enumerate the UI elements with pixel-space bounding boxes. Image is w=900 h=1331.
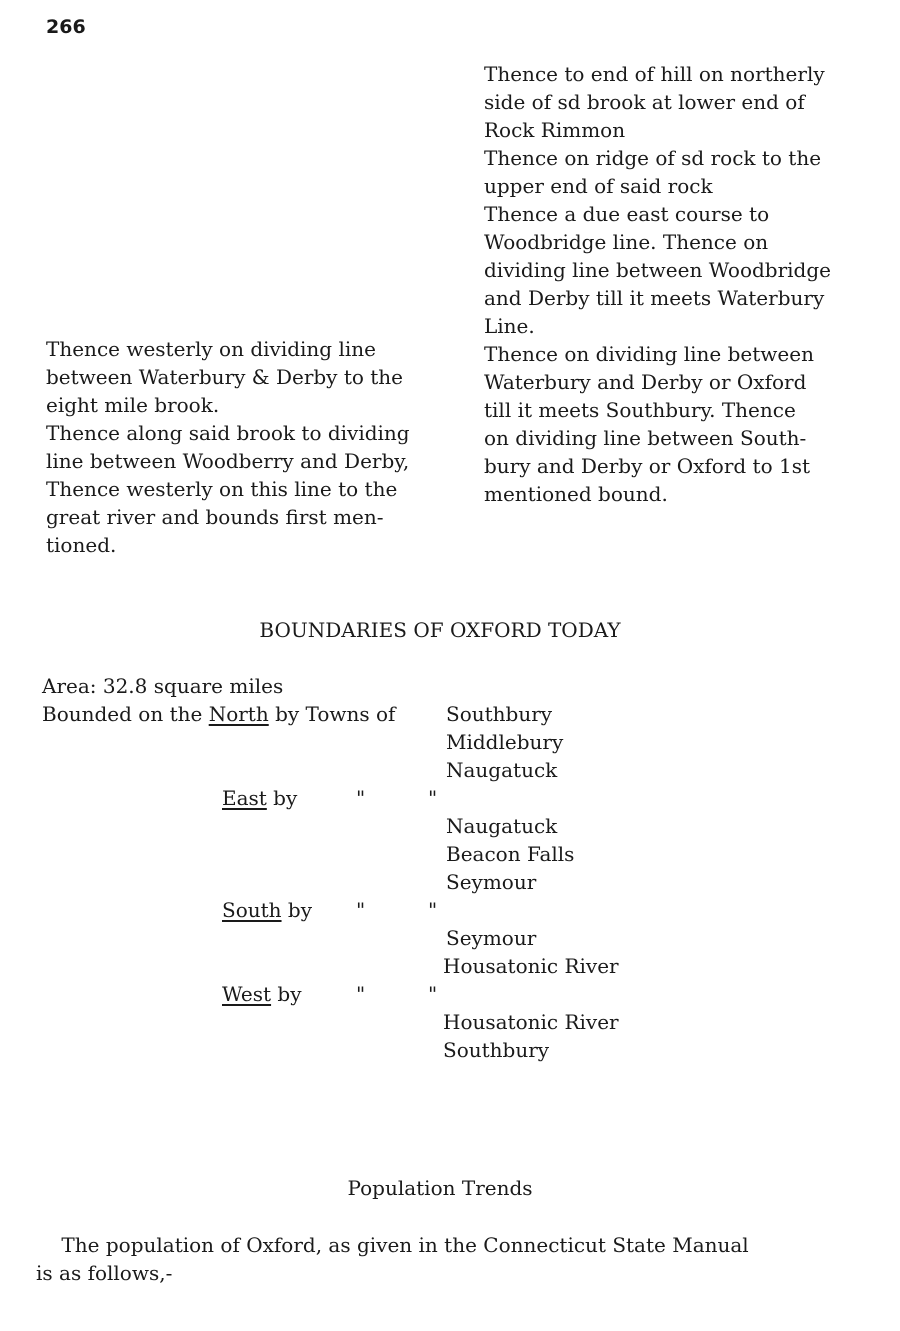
ditto-mark: " — [428, 898, 438, 922]
direction-north: North — [208, 702, 269, 726]
text-line: great river and bounds first men- — [46, 505, 384, 529]
text-line: Thence westerly on dividing line — [46, 337, 376, 361]
text-line: Line. — [484, 314, 535, 338]
by-label: by — [281, 898, 313, 922]
ditto-mark: " — [356, 786, 366, 810]
direction-east: East — [222, 786, 267, 810]
right-column — [484, 60, 831, 508]
direction-south-row — [222, 898, 312, 922]
town-south-1: Seymour — [446, 926, 537, 950]
ditto-mark: " — [356, 982, 366, 1006]
text-line: eight mile brook. — [46, 393, 220, 417]
town-west-1: Housatonic River — [443, 1010, 619, 1034]
ditto-mark: " — [428, 982, 438, 1006]
direction-west: West — [222, 982, 272, 1006]
text-line: Thence a due east course to — [484, 202, 770, 226]
page-number: 266 — [46, 16, 86, 38]
text-line: upper end of said rock — [484, 174, 713, 198]
population-heading: Population Trends — [347, 1176, 533, 1200]
area-line: Area: 32.8 square miles — [42, 674, 284, 698]
town-south-2: Housatonic River — [443, 954, 619, 978]
text-line: till it meets Southbury. Thence — [484, 398, 796, 422]
town-north-3: Naugatuck — [446, 758, 558, 782]
bounded-line — [42, 702, 395, 726]
town-north-1: Southbury — [446, 702, 553, 726]
text-line: Waterbury and Derby or Oxford — [484, 370, 807, 394]
boundaries-heading: BOUNDARIES OF OXFORD TODAY — [259, 618, 621, 642]
town-west-2: Southbury — [443, 1038, 550, 1062]
text-line: Thence on dividing line between — [484, 342, 814, 366]
direction-south: South — [222, 898, 282, 922]
text-line: line between Woodberry and Derby, — [46, 449, 410, 473]
text-line: tioned. — [46, 533, 117, 557]
text-line: The population of Oxford, as given in the Connecticut State Manual — [36, 1233, 749, 1257]
text-line: is as follows,- — [36, 1261, 173, 1285]
text-line: Thence along said brook to dividing — [46, 421, 410, 445]
text-line: and Derby till it meets Waterbury — [484, 286, 825, 310]
left-column — [46, 335, 410, 559]
text-line: Thence westerly on this line to the — [46, 477, 398, 501]
text-line: between Waterbury & Derby to the — [46, 365, 404, 389]
text-line: mentioned bound. — [484, 482, 668, 506]
text-line: dividing line between Woodbridge — [484, 258, 831, 282]
town-north-2: Middlebury — [446, 730, 564, 754]
direction-west-row — [222, 982, 302, 1006]
town-east-3: Seymour — [446, 870, 537, 894]
population-paragraph — [36, 1231, 749, 1287]
text-line: Thence on ridge of sd rock to the — [484, 146, 822, 170]
direction-east-row — [222, 786, 297, 810]
ditto-mark: " — [428, 786, 438, 810]
text-line: side of sd brook at lower end of — [484, 90, 805, 114]
text-line: Woodbridge line. Thence on — [484, 230, 769, 254]
text-line: bury and Derby or Oxford to 1st — [484, 454, 811, 478]
town-east-1: Naugatuck — [446, 814, 558, 838]
text-line: Thence to end of hill on northerly — [484, 62, 825, 86]
town-east-2: Beacon Falls — [446, 842, 575, 866]
bounded-prefix: Bounded on the — [42, 702, 209, 726]
ditto-mark: " — [356, 898, 366, 922]
by-label: by — [266, 786, 298, 810]
text-line: Rock Rimmon — [484, 118, 626, 142]
bounded-suffix: by Towns of — [268, 702, 396, 726]
by-label: by — [271, 982, 302, 1006]
text-line: on dividing line between South- — [484, 426, 807, 450]
